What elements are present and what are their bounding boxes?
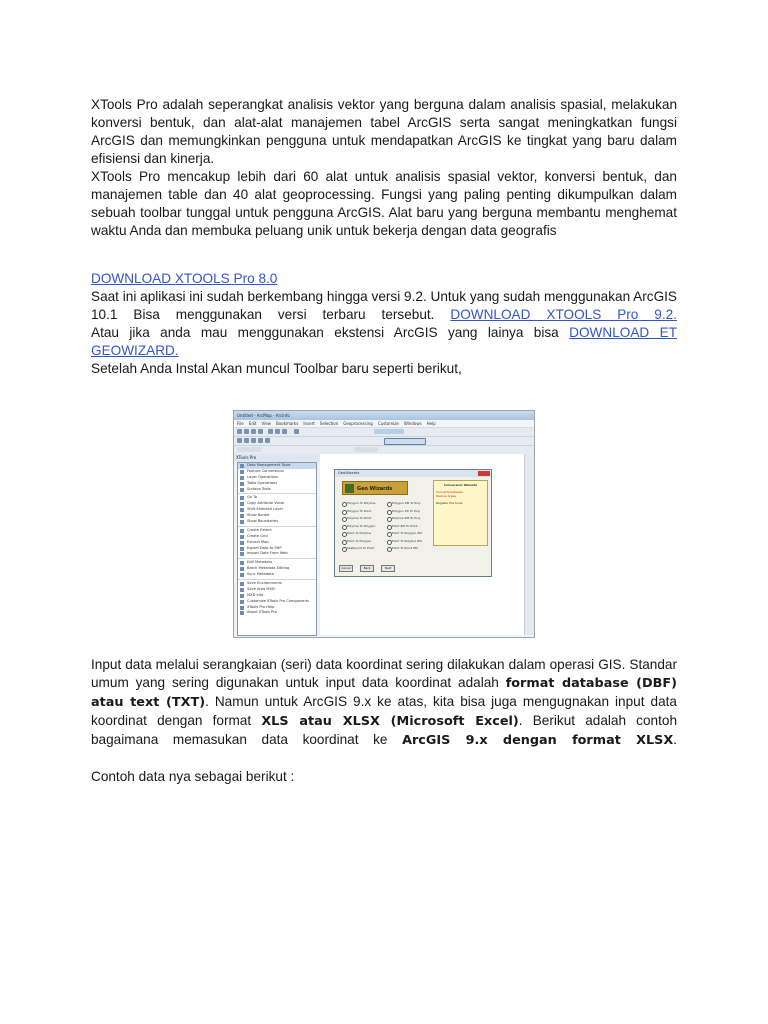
menu-item[interactable]: Save Area MXD	[238, 587, 316, 593]
paragraph-toolbar-intro: Setelah Anda Instal Akan muncul Toolbar baru seperti berikut,	[91, 361, 462, 376]
tool-icon	[240, 529, 244, 533]
pan-icon	[251, 438, 256, 443]
menu-file[interactable]: File	[237, 421, 244, 426]
panel-heading: Conversion Wizards	[443, 483, 478, 487]
tool-icon	[240, 606, 244, 610]
full-extent-icon	[258, 438, 263, 443]
wizard-option[interactable]: Polygon ZM To Poly	[387, 500, 427, 508]
menu-separator	[238, 493, 316, 494]
panel-note-1: Converts between	[436, 490, 464, 494]
menu-insert[interactable]: Insert	[303, 421, 315, 426]
wizard-option[interactable]: Point To Polygon	[342, 538, 424, 546]
tool-icon	[240, 482, 244, 486]
options-right	[387, 500, 427, 553]
wizard-option[interactable]: Polyline To Point	[342, 515, 424, 523]
open-icon	[244, 429, 249, 434]
print-icon	[258, 429, 263, 434]
menu-item[interactable]: Data Management Tools	[238, 463, 316, 469]
tool-icon	[240, 502, 244, 506]
save-icon	[251, 429, 256, 434]
wizard-option[interactable]: Polygon 2D To Poly	[387, 508, 427, 516]
paragraph-intro: XTools Pro adalah seperangkat analisis vektor yang berguna dalam analisis spasial, melakukan konversi bentuk, dan alat-alat manajemen tabel ArcGIS serta sangat meningkatkan fungsi ArcGIS dan memungkinkan pengguna untuk mendapatkan ArcGIS ke tingkat yang baru dalam efisiensi dan kinerja.	[91, 97, 677, 166]
wizard-option[interactable]: Polyline ZM To Poly	[387, 515, 427, 523]
wizard-option[interactable]: Point To Point ZM	[387, 545, 427, 553]
window-title: Untitled - ArcMap - ArcInfo	[234, 411, 534, 420]
cut-icon	[268, 429, 273, 434]
tool-icon	[240, 611, 244, 615]
paragraph-input-data: Input data melalui serangkaian (seri) data koordinat sering dilakukan dalam operasi GIS. Standar umum yang sering digunakan untuk input data koordinat adalah format database (DBF) atau text (TXT). Namun untuk ArcGIS 9.x ke atas, kita bisa juga mengugnakan input data koordinat dengan format XLS atau XLSX (Microsoft Excel). Berikut adalah contoh bagaimana memasukan data koordinat ke ArcGIS 9.x dengan format XLSX.	[91, 657, 677, 748]
tool-icon	[240, 588, 244, 592]
menu-item[interactable]: Feature Conversions	[238, 469, 316, 475]
tool-icon	[240, 535, 244, 539]
paragraph-example: Contoh data nya sebagai berikut :	[91, 769, 295, 784]
menu-separator	[238, 526, 316, 527]
menu-item[interactable]: Sync Metadata	[238, 572, 316, 578]
menu-item[interactable]: Surface Tools	[238, 487, 316, 493]
arcmap-screenshot	[233, 410, 535, 638]
copy-icon	[275, 429, 280, 434]
menu-item[interactable]: Create Extent	[238, 528, 316, 534]
version-text: Saat ini aplikasi ini sudah berkembang hingga versi 9.2. Untuk yang sudah menggunakan ArcGIS 10.1 Bisa menggunakan versi terbaru tersebut.	[91, 289, 677, 322]
wizard-option[interactable]: Point To Polygon ZM	[387, 530, 427, 538]
wizard-option[interactable]: Point To Polyline ZM	[387, 538, 427, 546]
menu-item[interactable]: Show Boundaries	[238, 519, 316, 525]
wizard-option[interactable]: Polyline To Polygon	[342, 523, 424, 531]
menu-item[interactable]: Shift Selected Layer	[238, 507, 316, 513]
xtools-toolbar-label: XTools Pro	[234, 454, 323, 462]
intro-section	[91, 96, 677, 240]
download-geowizard-link[interactable]: DOWNLOAD ET GEOWIZARD.	[91, 325, 677, 358]
tool-icon	[240, 541, 244, 545]
menu-item[interactable]: Batch Metadata Editing	[238, 566, 316, 572]
cancel-button[interactable]: Cancel	[339, 565, 353, 572]
download-xtools-8-link[interactable]: DOWNLOAD XTOOLS Pro 8.0	[91, 271, 278, 286]
close-icon	[478, 471, 490, 476]
tool-icon	[240, 514, 244, 518]
menu-item[interactable]: Export Data to SHP	[238, 546, 316, 552]
input-data-section	[91, 656, 677, 786]
back-button[interactable]: Back	[360, 565, 374, 572]
wizard-option[interactable]: Polygon To Polyline	[342, 500, 424, 508]
menu-bookmarks[interactable]: Bookmarks	[275, 421, 299, 426]
standard-toolbar	[234, 428, 534, 437]
paragraph-extension	[91, 324, 677, 360]
tool-icon	[240, 552, 244, 556]
dialog-title: GeoWizards	[335, 470, 491, 477]
tool-icon	[240, 488, 244, 492]
menu-item[interactable]: Create Grid	[238, 534, 316, 540]
paste-icon	[282, 429, 287, 434]
menu-geoprocessing[interactable]: Geoprocessing	[343, 421, 373, 426]
zoom-out-icon	[244, 438, 249, 443]
tool-icon	[240, 496, 244, 500]
tool-icon	[240, 470, 244, 474]
menu-item[interactable]: Edit Metadata	[238, 560, 316, 566]
drawing-dropdown-icon	[354, 447, 378, 452]
next-button[interactable]: Next	[381, 565, 395, 572]
wizard-option[interactable]: Point To Polyline	[342, 530, 424, 538]
tool-icon	[240, 464, 244, 468]
menu-item[interactable]: Save Environments	[238, 581, 316, 587]
geowizards-dialog	[334, 469, 492, 577]
menu-separator	[238, 558, 316, 559]
extension-text: Atau jika anda mau menggunakan ekstensi ArcGIS yang lainya bisa	[91, 325, 570, 340]
menu-item[interactable]: About XTools Pro	[238, 610, 316, 616]
editor-toolbar-icon	[374, 429, 404, 434]
vertical-scrollbar	[524, 454, 534, 635]
menu-windows[interactable]: Windows	[403, 421, 422, 426]
tool-icon	[240, 508, 244, 512]
download-section	[91, 270, 677, 378]
menu-help[interactable]: Help	[426, 421, 436, 426]
panel-note-2: feature types	[436, 494, 457, 498]
geowizards-logo: Geo Wizards	[342, 481, 408, 495]
tool-icon	[240, 520, 244, 524]
menu-item[interactable]: Customize XTools Pro Components	[238, 599, 316, 605]
tool-icon	[240, 573, 244, 577]
georef-dropdown-icon	[237, 447, 261, 452]
wizard-option[interactable]: Point ZM To Point	[387, 523, 427, 531]
menu-item[interactable]: Extract Map	[238, 540, 316, 546]
menu-customize[interactable]: Customize	[377, 421, 399, 426]
paragraph-version	[91, 288, 677, 324]
dialog-buttons	[339, 554, 397, 573]
menu-item[interactable]: Import Data From Web	[238, 551, 316, 557]
tool-icon	[240, 594, 244, 598]
tools-toolbar	[234, 437, 534, 446]
zoom-in-icon	[237, 438, 242, 443]
tool-icon	[240, 567, 244, 571]
info-panel	[433, 480, 488, 546]
wizard-option[interactable]: Multipoint To Point	[342, 545, 424, 553]
xtools-dropdown-menu	[237, 462, 317, 636]
menu-separator	[238, 579, 316, 580]
menu-item[interactable]: Copy Attribute Value	[238, 501, 316, 507]
tool-icon	[240, 476, 244, 480]
menu-item[interactable]: Layer Operations	[238, 475, 316, 481]
menu-edit[interactable]: Edit	[248, 421, 257, 426]
tool-icon	[240, 547, 244, 551]
menu-selection[interactable]: Selection	[319, 421, 339, 426]
menu-item[interactable]: Table Operations	[238, 481, 316, 487]
menu-item[interactable]: Go To	[238, 495, 316, 501]
panel-note-3: Register the tools	[436, 501, 463, 505]
new-icon	[237, 429, 242, 434]
tool-icon	[240, 600, 244, 604]
menu-item[interactable]: MXD Info	[238, 593, 316, 599]
paragraph-features: XTools Pro mencakup lebih dari 60 alat untuk analisis spasial vektor, konversi bentuk, dan manajemen table dan 40 alat geoprocessing. Fungsi yang paling penting dikumpulkan dalam sebuah toolbar tunggal untuk pengguna ArcGIS. Alat baru yang berguna membantu menghemat waktu Anda dan membuka peluang unik untuk bekerja dengan data geografis	[91, 169, 677, 238]
menu-bar	[234, 420, 534, 428]
download-xtools-92-link[interactable]: DOWNLOAD XTOOLS Pro 9.2.	[450, 307, 677, 322]
menu-view[interactable]: View	[261, 421, 271, 426]
identify-icon	[265, 438, 270, 443]
xtools-button-icon	[384, 438, 426, 445]
tool-icon	[240, 561, 244, 565]
menu-item[interactable]: XTools Pro Help	[238, 605, 316, 611]
wizard-option[interactable]: Polygon To Point	[342, 508, 424, 516]
menu-item[interactable]: Show Border	[238, 513, 316, 519]
add-data-icon	[294, 429, 299, 434]
globe-icon	[345, 484, 354, 493]
tool-icon	[240, 582, 244, 586]
